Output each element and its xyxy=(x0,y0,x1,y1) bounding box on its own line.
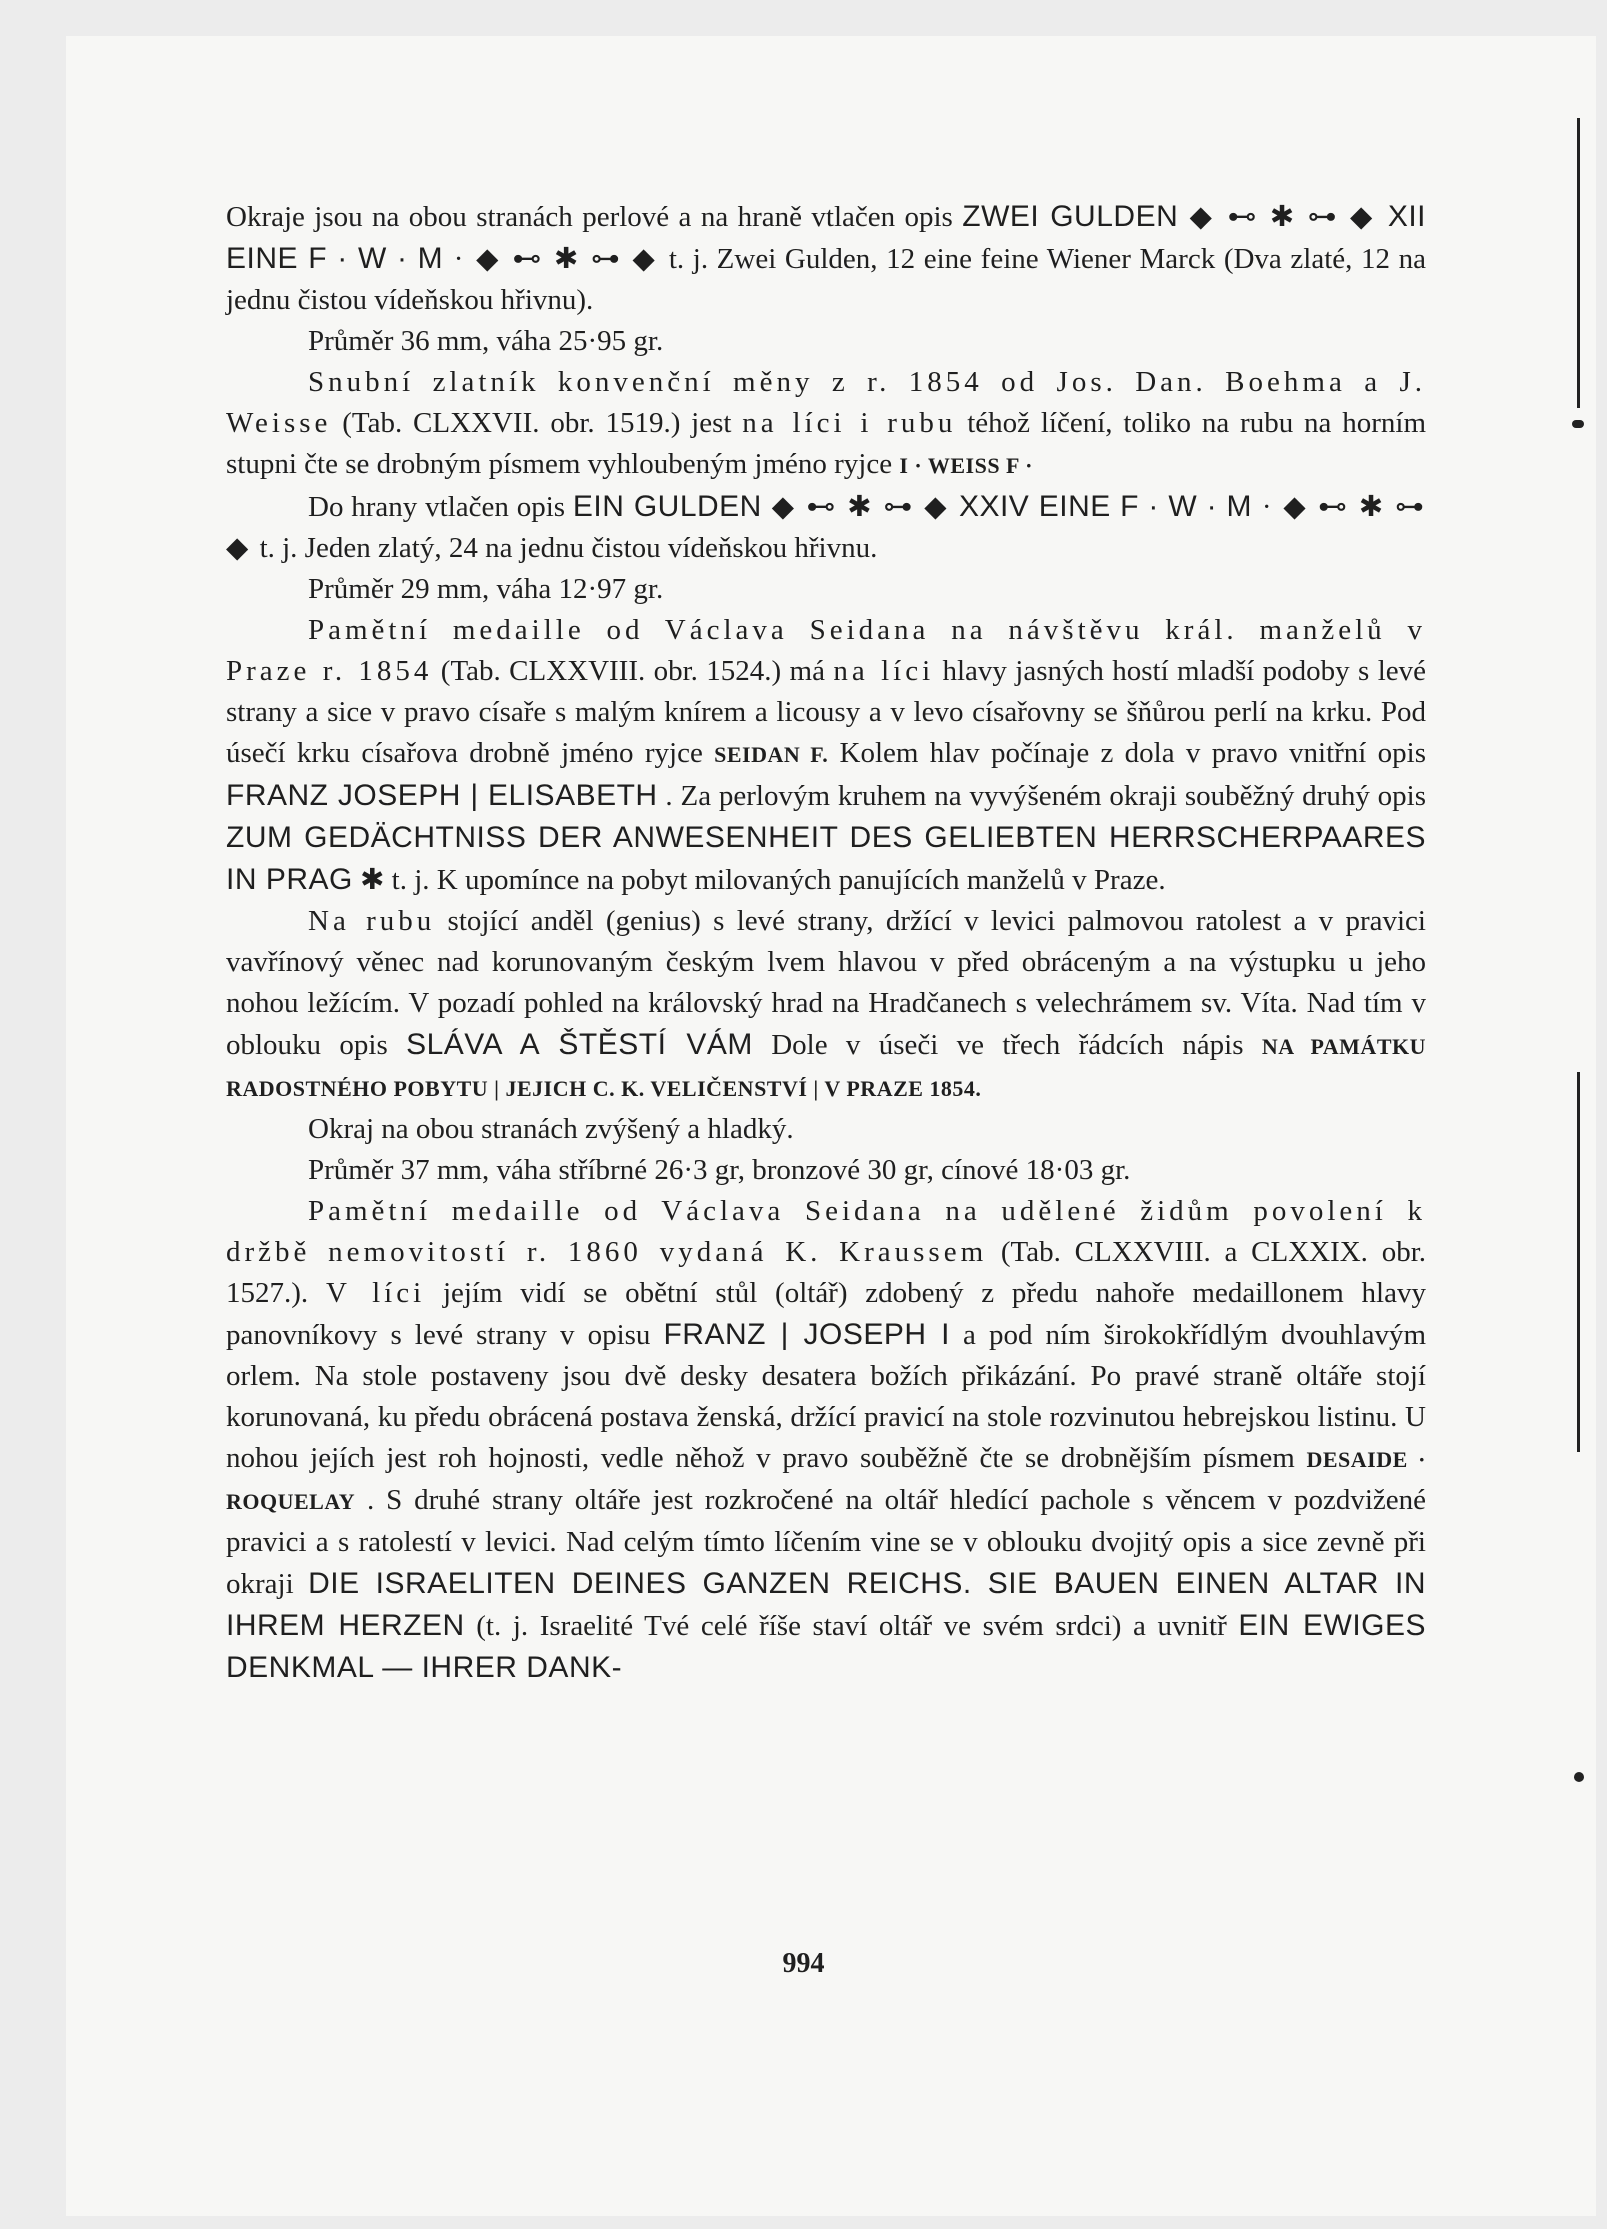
text-segment: V líci xyxy=(325,1277,426,1309)
page-number: 994 xyxy=(782,1948,825,1979)
margin-dot-bottom xyxy=(1574,1772,1584,1782)
text-segment: (Tab. CLXXVII. obr. 1519.) jest xyxy=(331,407,743,439)
text-segment: (Tab. CLXXVIII. a CLXXIX. obr. 1527.). xyxy=(226,1236,1426,1309)
text-segment: ✱ t. j. K upomínce na pobyt milovaných panujících manželů v Praze. xyxy=(352,864,1166,896)
text-segment: · ◆ ⊷ ✱ ⊶ ◆ xyxy=(226,491,1427,564)
text-segment: ◆ ⊷ ✱ ⊶ ◆ xyxy=(1178,201,1388,233)
text-segment: FRANZ JOSEPH | ELISABETH xyxy=(226,779,658,812)
text-segment: ZWEI GULDEN xyxy=(962,200,1179,233)
text-segment: NA PAMÁTKU RADOSTNÉHO POBYTU | JEJICH C. K. VELIČENSTVÍ | V PRAZE 1854. xyxy=(226,1034,1426,1101)
text-segment: EIN GULDEN xyxy=(572,490,762,523)
paragraph-diameter-weight-3 xyxy=(226,1150,1426,1191)
text-segment: I · WEISS F · xyxy=(899,453,1034,478)
text-segment: Pamětní medaille od Václava Seidana na návštěvu král. manželů v Praze r. 1854 xyxy=(226,614,1426,687)
text-segment: EIN EWIGES DENKMAL — IHRER DANK- xyxy=(226,1609,1427,1684)
text-segment: Okraj na obou stranách zvýšený a hladký. xyxy=(308,1113,794,1145)
text-segment: hlavy jasných hostí mladší podoby s levé strany a sice v pravo císaře s malým knírem a licousy a v levo císařovny se šňůrou perlí na krku. Pod úsečí krku císařova drobně jméno ryjce xyxy=(226,655,1426,769)
text-segment: Okraje jsou na obou stranách perlové a na hraně vtlačen opis xyxy=(226,201,963,233)
text-segment: ZUM GEDÄCHTNISS DER ANWESENHEIT DES GELIEBTEN HERRSCHERPAARES IN PRAG xyxy=(226,821,1426,896)
text-segment: . Za perlovým kruhem na vyvýšeném okraji souběžný druhý opis xyxy=(657,780,1426,812)
text-segment: XXIV EINE F · W · M xyxy=(958,490,1252,523)
margin-rule-middle xyxy=(1577,1072,1580,1452)
text-segment: na líci i rubu xyxy=(742,407,957,439)
text-segment: XII EINE F · W · M xyxy=(226,200,1426,275)
text-segment: ◆ ⊷ ✱ ⊶ ◆ xyxy=(761,491,959,523)
text-segment: Průměr 37 mm, váha stříbrné 26·3 gr, bronzové 30 gr, cínové 18·03 gr. xyxy=(308,1154,1131,1186)
text-segment: a pod ním širokokřídlým dvouhlavým orlem. Na stole postaveny jsou dvě desky desatera božích přikázání. Po pravé straně oltáře stojí korunovaná, ku předu obrácená postava ženská, držící pravicí na stole rozvinutou hebrejskou listinu. U nohou jejích jest roh hojnosti, vedle něhož v pravo souběžně čte se drobnějším písmem xyxy=(226,1319,1426,1474)
paragraph-edge-inscription xyxy=(226,196,1426,321)
margin-dot-top xyxy=(1572,420,1584,428)
text-segment: t. j. Zwei Gulden, 12 eine feine Wiener Marck (Dva zlaté, 12 na jednu čistou vídeňskou hřivnu). xyxy=(226,243,1427,316)
text-segment: Dole v úseči ve třech řádcích nápis xyxy=(752,1029,1262,1061)
text-segment: t. j. Jeden zlatý, 24 na jednu čistou vídeňskou hřivnu. xyxy=(259,532,878,564)
paragraph-rim xyxy=(226,1109,1426,1150)
text-segment: (t. j. Israelité Tvé celé říše staví oltář ve svém srdci) a uvnitř xyxy=(464,1610,1239,1642)
paragraph-diameter-weight-1 xyxy=(226,321,1426,362)
text-segment: Kolem hlav počínaje z dola v pravo vnitřní opis xyxy=(828,737,1426,769)
text-segment: FRANZ | JOSEPH I xyxy=(663,1318,950,1351)
paragraph-diameter-weight-2 xyxy=(226,569,1426,610)
text-segment: Pamětní medaille od Václava Seidana na udělené židům povolení k držbě nemovitostí r. 1860 vydaná K. Kraussem xyxy=(226,1195,1426,1268)
text-segment: (Tab. CLXXVIII. obr. 1524.) má xyxy=(432,655,834,687)
paragraph-reverse-1854 xyxy=(226,901,1426,1109)
text-segment: Průměr 29 mm, váha 12·97 gr. xyxy=(308,573,664,605)
paragraph-edge-inscription-2 xyxy=(226,486,1426,569)
text-segment: Snubní zlatník konvenční měny z r. 1854 od Jos. Dan. Boehma a J. Weisse xyxy=(226,366,1426,439)
text-segment: na líci xyxy=(833,655,935,687)
text-segment: téhož líčení, toliko na rubu na horním stupni čte se drobným písmem vyhloubeným jméno ryjce xyxy=(226,407,1426,480)
text-segment: DIE ISRAELITEN DEINES GANZEN REICHS. SIE BAUEN EINEN ALTAR IN IHREM HERZEN xyxy=(226,1567,1426,1642)
paragraph-medal-1854 xyxy=(226,610,1426,901)
text-segment: SEIDAN F. xyxy=(714,742,829,767)
text-segment: stojící anděl (genius) s levé strany, držící v levici palmovou ratolest a v pravici vavřínový věnec nad korunovaným českým lvem hlavou v před obráceným a na výstupku u jeho nohou ležícím. V pozadí pohled na královský hrad na Hradčanech s velechrámem sv. Víta. Nad tím v oblouku opis xyxy=(226,905,1426,1061)
text-segment: · ◆ ⊷ ✱ ⊶ ◆ xyxy=(443,243,669,275)
text-segment: jejím vidí se obětní stůl (oltář) zdobený z předu nahoře medaillonem hlavy panovníkovy s levé strany v opisu xyxy=(226,1277,1426,1351)
text-segment: . S druhé strany oltáře jest rozkročené na oltář hledící pachole s věncem v pozdvižené pravici a s ratolestí v levici. Nad celým tímto líčením vine se v oblouku dvojitý opis a sice zevně při okraji xyxy=(226,1484,1426,1600)
text-segment: Do hrany vtlačen opis xyxy=(308,491,573,523)
margin-rule-top xyxy=(1577,118,1580,408)
page-body-text xyxy=(226,196,1426,1689)
text-segment: Na rubu xyxy=(308,905,436,937)
text-segment: Průměr 36 mm, váha 25·95 gr. xyxy=(308,325,664,357)
text-segment: DESAIDE · ROQUELAY xyxy=(226,1447,1427,1514)
paragraph-wedding-gulden xyxy=(226,362,1426,486)
text-segment: SLÁVA A ŠTĚSTÍ VÁM xyxy=(406,1028,753,1061)
paragraph-medal-1860 xyxy=(226,1191,1426,1689)
